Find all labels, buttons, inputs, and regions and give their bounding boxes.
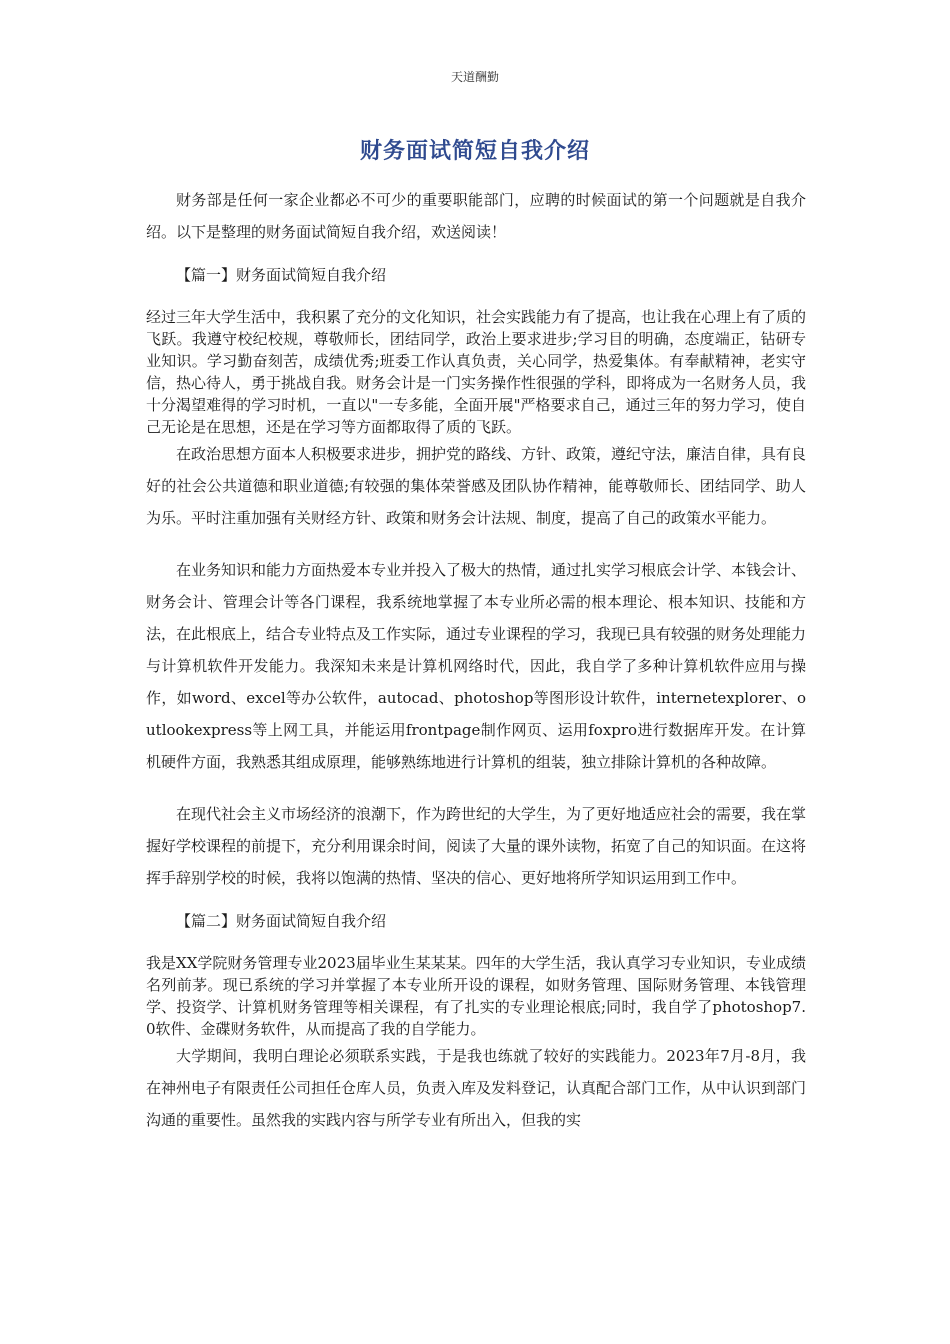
section2-paragraph-1: 我是XX学院财务管理专业2023届毕业生某某某。四年的大学生活，我认真学习专业知识，专业成绩名列前茅。现已系统的学习并掌握了本专业所开设的课程，如财务管理、国际财务管理、本钱管理学、投资学、计算机财务管理等相关课程，有了扎实的专业理论根底;同时，我自学了photoshop7.0软件、金碟财务软件，从而提高了我的自学能力。 bbox=[146, 954, 806, 1038]
section1-paragraph-2: 在政治思想方面本人积极要求进步，拥护党的路线、方针、政策，遵纪守法，廉洁自律，具有良好的社会公共道德和职业道德;有较强的集体荣誉感及团队协作精神，能尊敬师长、团结同学、助人为乐。平时注重加强有关财经方针、政策和财务会计法规、制度，提高了自己的政策水平能力。 bbox=[146, 445, 807, 527]
document-title: 财务面试简短自我介绍 bbox=[359, 138, 590, 164]
document-body bbox=[146, 184, 806, 1136]
intro-paragraph: 财务部是任何一家企业都必不可少的重要职能部门，应聘的时候面试的第一个问题就是自我介绍。以下是整理的财务面试简短自我介绍，欢送阅读！ bbox=[146, 191, 806, 241]
section-heading-1: 【篇一】财务面试简短自我介绍 bbox=[176, 266, 387, 284]
section-heading-2: 【篇二】财务面试简短自我介绍 bbox=[176, 912, 387, 930]
section1-paragraph-3: 在业务知识和能力方面热爱本专业并投入了极大的热情，通过扎实学习根底会计学、本钱会计、财务会计、管理会计等各门课程，我系统地掌握了本专业所必需的根本理论、根本知识、技能和方法，在此根底上，结合专业特点及工作实际，通过专业课程的学习，我现已具有较强的财务处理能力与计算机软件开发能力。我深知未来是计算机网络时代，因此，我自学了多种计算机软件应用与操作，如word、excel等办公软件，autocad、photoshop等图形设计软件，internetexplorer、outlookexpress等上网工具，并能运用frontpage制作网页、运用foxpro进行数据库开发。在计算机硬件方面，我熟悉其组成原理，能够熟练地进行计算机的组装，独立排除计算机的各种故障。 bbox=[146, 561, 807, 771]
page-header: 天道酬勤 bbox=[450, 70, 499, 84]
section1-paragraph-1: 经过三年大学生活中，我积累了充分的文化知识，社会实践能力有了提高，也让我在心理上有了质的飞跃。我遵守校纪校规，尊敬师长，团结同学，政治上要求进步;学习目的明确，态度端正，钻研专业知识。学习勤奋刻苦，成绩优秀;班委工作认真负责，关心同学，热爱集体。有奉献精神，老实守信，热心待人，勇于挑战自我。财务会计是一门实务操作性很强的学科，即将成为一名财务人员，我十分渴望难得的学习时机，一直以"一专多能，全面开展"严格要求自己，通过三年的努力学习，使自己无论是在思想，还是在学习等方面都取得了质的飞跃。 bbox=[146, 308, 807, 436]
section1-paragraph-4: 在现代社会主义市场经济的浪潮下，作为跨世纪的大学生，为了更好地适应社会的需要，我在掌握好学校课程的前提下，充分利用课余时间，阅读了大量的课外读物，拓宽了自己的知识面。在这将挥手辞别学校的时候，我将以饱满的热情、坚决的信心、更好地将所学知识运用到工作中。 bbox=[146, 805, 807, 887]
section2-paragraph-2: 大学期间，我明白理论必须联系实践，于是我也练就了较好的实践能力。2023年7月-8月，我在神州电子有限责任公司担任仓库人员，负责入库及发料登记，认真配合部门工作，从中认识到部门沟通的重要性。虽然我的实践内容与所学专业有所出入，但我的实 bbox=[146, 1047, 807, 1129]
